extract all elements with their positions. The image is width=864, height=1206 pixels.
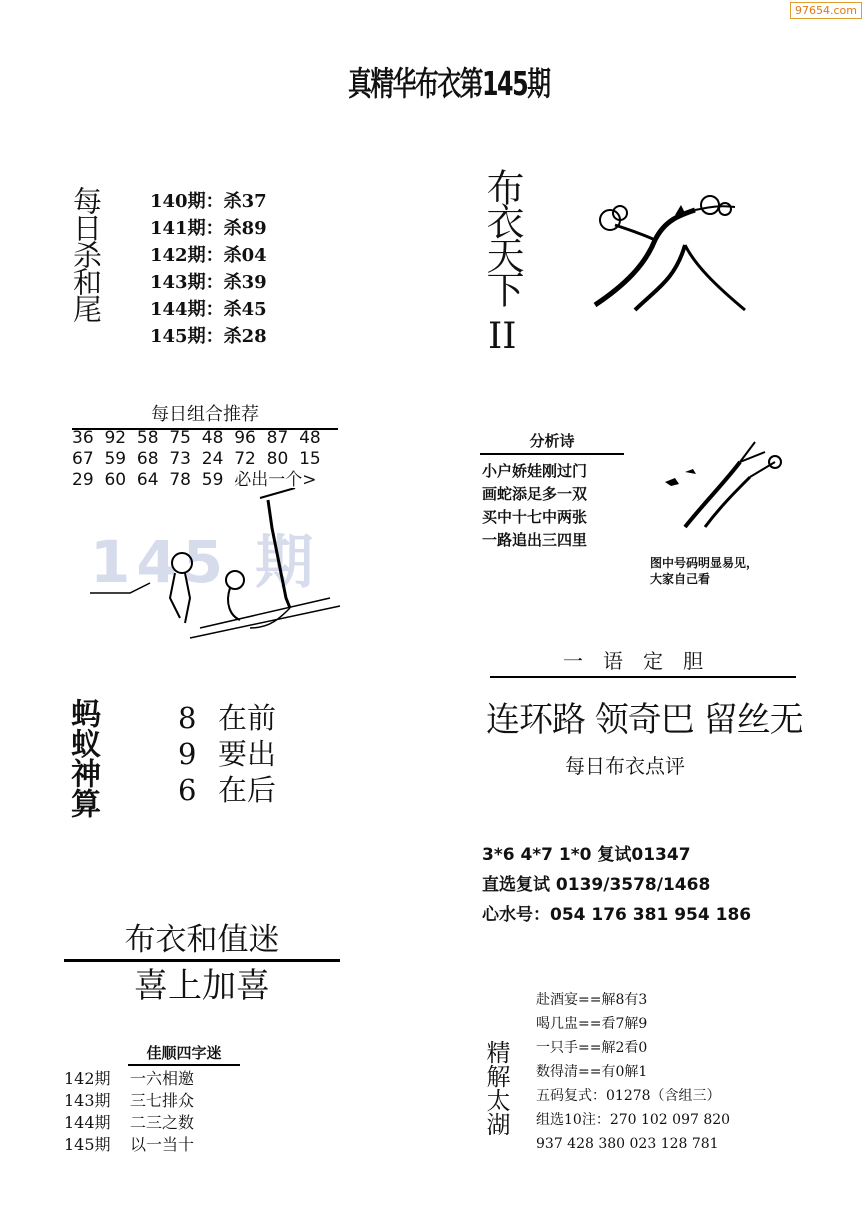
period-label: 144期 [64,1113,111,1132]
jing-line: 数得清==有0解1 [536,1064,648,1080]
riddle-title: 布衣和值迷 [64,914,340,962]
yiyu-text: 连环路 领奇巴 留丝无 [486,700,803,740]
four-char-row [64,1112,194,1134]
four-char-row [64,1068,194,1090]
ant-number: 8 [178,701,197,735]
poem-note-line: 大家自己看 [650,572,711,586]
four-char-title: 佳顺四字迷 [128,1042,240,1066]
poem-lines [482,460,587,552]
jing-line: 喝几盅==看7解9 [536,1016,648,1032]
poem-line: 一路追出三四里 [482,531,588,549]
ant-row [178,772,276,808]
poem-note [650,555,758,587]
poem-title: 分析诗 [480,430,624,455]
fishing-cartoon-illustration [90,488,345,650]
period-label: 145期 [64,1135,111,1154]
period-overlay-number: 145 期 [90,528,320,596]
branch-illustration [585,185,760,320]
list-item: 144期：杀45 [150,299,267,320]
ant-title: 蚂蚁神算 [65,698,100,818]
ant-rows [178,700,276,808]
review-line: 心水号：054 176 381 954 186 [482,905,752,925]
combo-row: 36 92 58 75 48 96 87 48 [72,428,321,448]
poem-line: 画蛇添足多一双 [482,485,588,503]
riddle-text: 一六相邀 [130,1069,195,1088]
ant-text: 在前 [218,701,277,735]
combo-row: 29 60 64 78 59 必出一个> [72,470,317,490]
site-watermark: 97654.com [790,2,862,19]
combo-title: 每日组合推荐 [72,400,338,430]
review-title: 每日布衣点评 [565,754,685,778]
yiyu-title: 一语定胆 [490,645,796,678]
ant-text: 在后 [218,773,277,807]
riddle-text: 二三之数 [130,1113,195,1132]
combo-row: 67 59 68 73 24 72 80 15 [72,449,321,469]
review-lines [482,840,751,930]
four-char-rows [64,1068,194,1156]
riddle-text: 三七排众 [130,1091,195,1110]
review-line: 直选复试 0139/3578/1468 [482,875,711,895]
buyi-numeral: II [488,316,517,357]
ant-row [178,700,276,736]
list-item: 143期：杀39 [150,272,267,293]
jing-line: 937 428 380 023 128 781 [536,1136,719,1152]
poem-note-line: 图中号码明显易见， [650,556,759,570]
ant-text: 要出 [218,737,277,771]
page-title: 真精华布衣第145期 [348,64,550,103]
ant-number: 9 [178,737,197,771]
four-char-row [64,1090,194,1112]
review-line: 3*6 4*7 1*0 复试01347 [482,845,691,865]
jing-rows [536,988,730,1156]
poem-line: 买中十七中两张 [482,508,588,526]
poem-line: 小户娇娃刚过门 [482,462,588,480]
period-label: 142期 [64,1069,111,1088]
daily-kill-title: 每日杀和尾 [69,186,103,321]
jing-line: 五码复式：01278（含组三） [536,1088,721,1104]
jing-line: 赴酒宴==解8有3 [536,992,648,1008]
four-char-row [64,1134,194,1156]
bird-branch-illustration [655,432,795,532]
riddle-text: 以一当十 [130,1135,195,1154]
jing-title: 精解太湖 [482,1040,510,1136]
ant-number: 6 [178,773,197,807]
list-item: 141期：杀89 [150,218,267,239]
combo-number-grid [72,428,321,491]
ant-row [178,736,276,772]
jing-line: 组选10注：270 102 097 820 [536,1112,731,1128]
list-item: 140期：杀37 [150,191,267,212]
daily-kill-list [150,188,267,350]
jing-line: 一只手==解2看0 [536,1040,648,1056]
riddle-answer: 喜上加喜 [134,966,270,1006]
buyi-title: 布衣天下 [480,168,524,304]
list-item: 142期：杀04 [150,245,267,266]
list-item: 145期：杀28 [150,326,267,347]
period-label: 143期 [64,1091,111,1110]
